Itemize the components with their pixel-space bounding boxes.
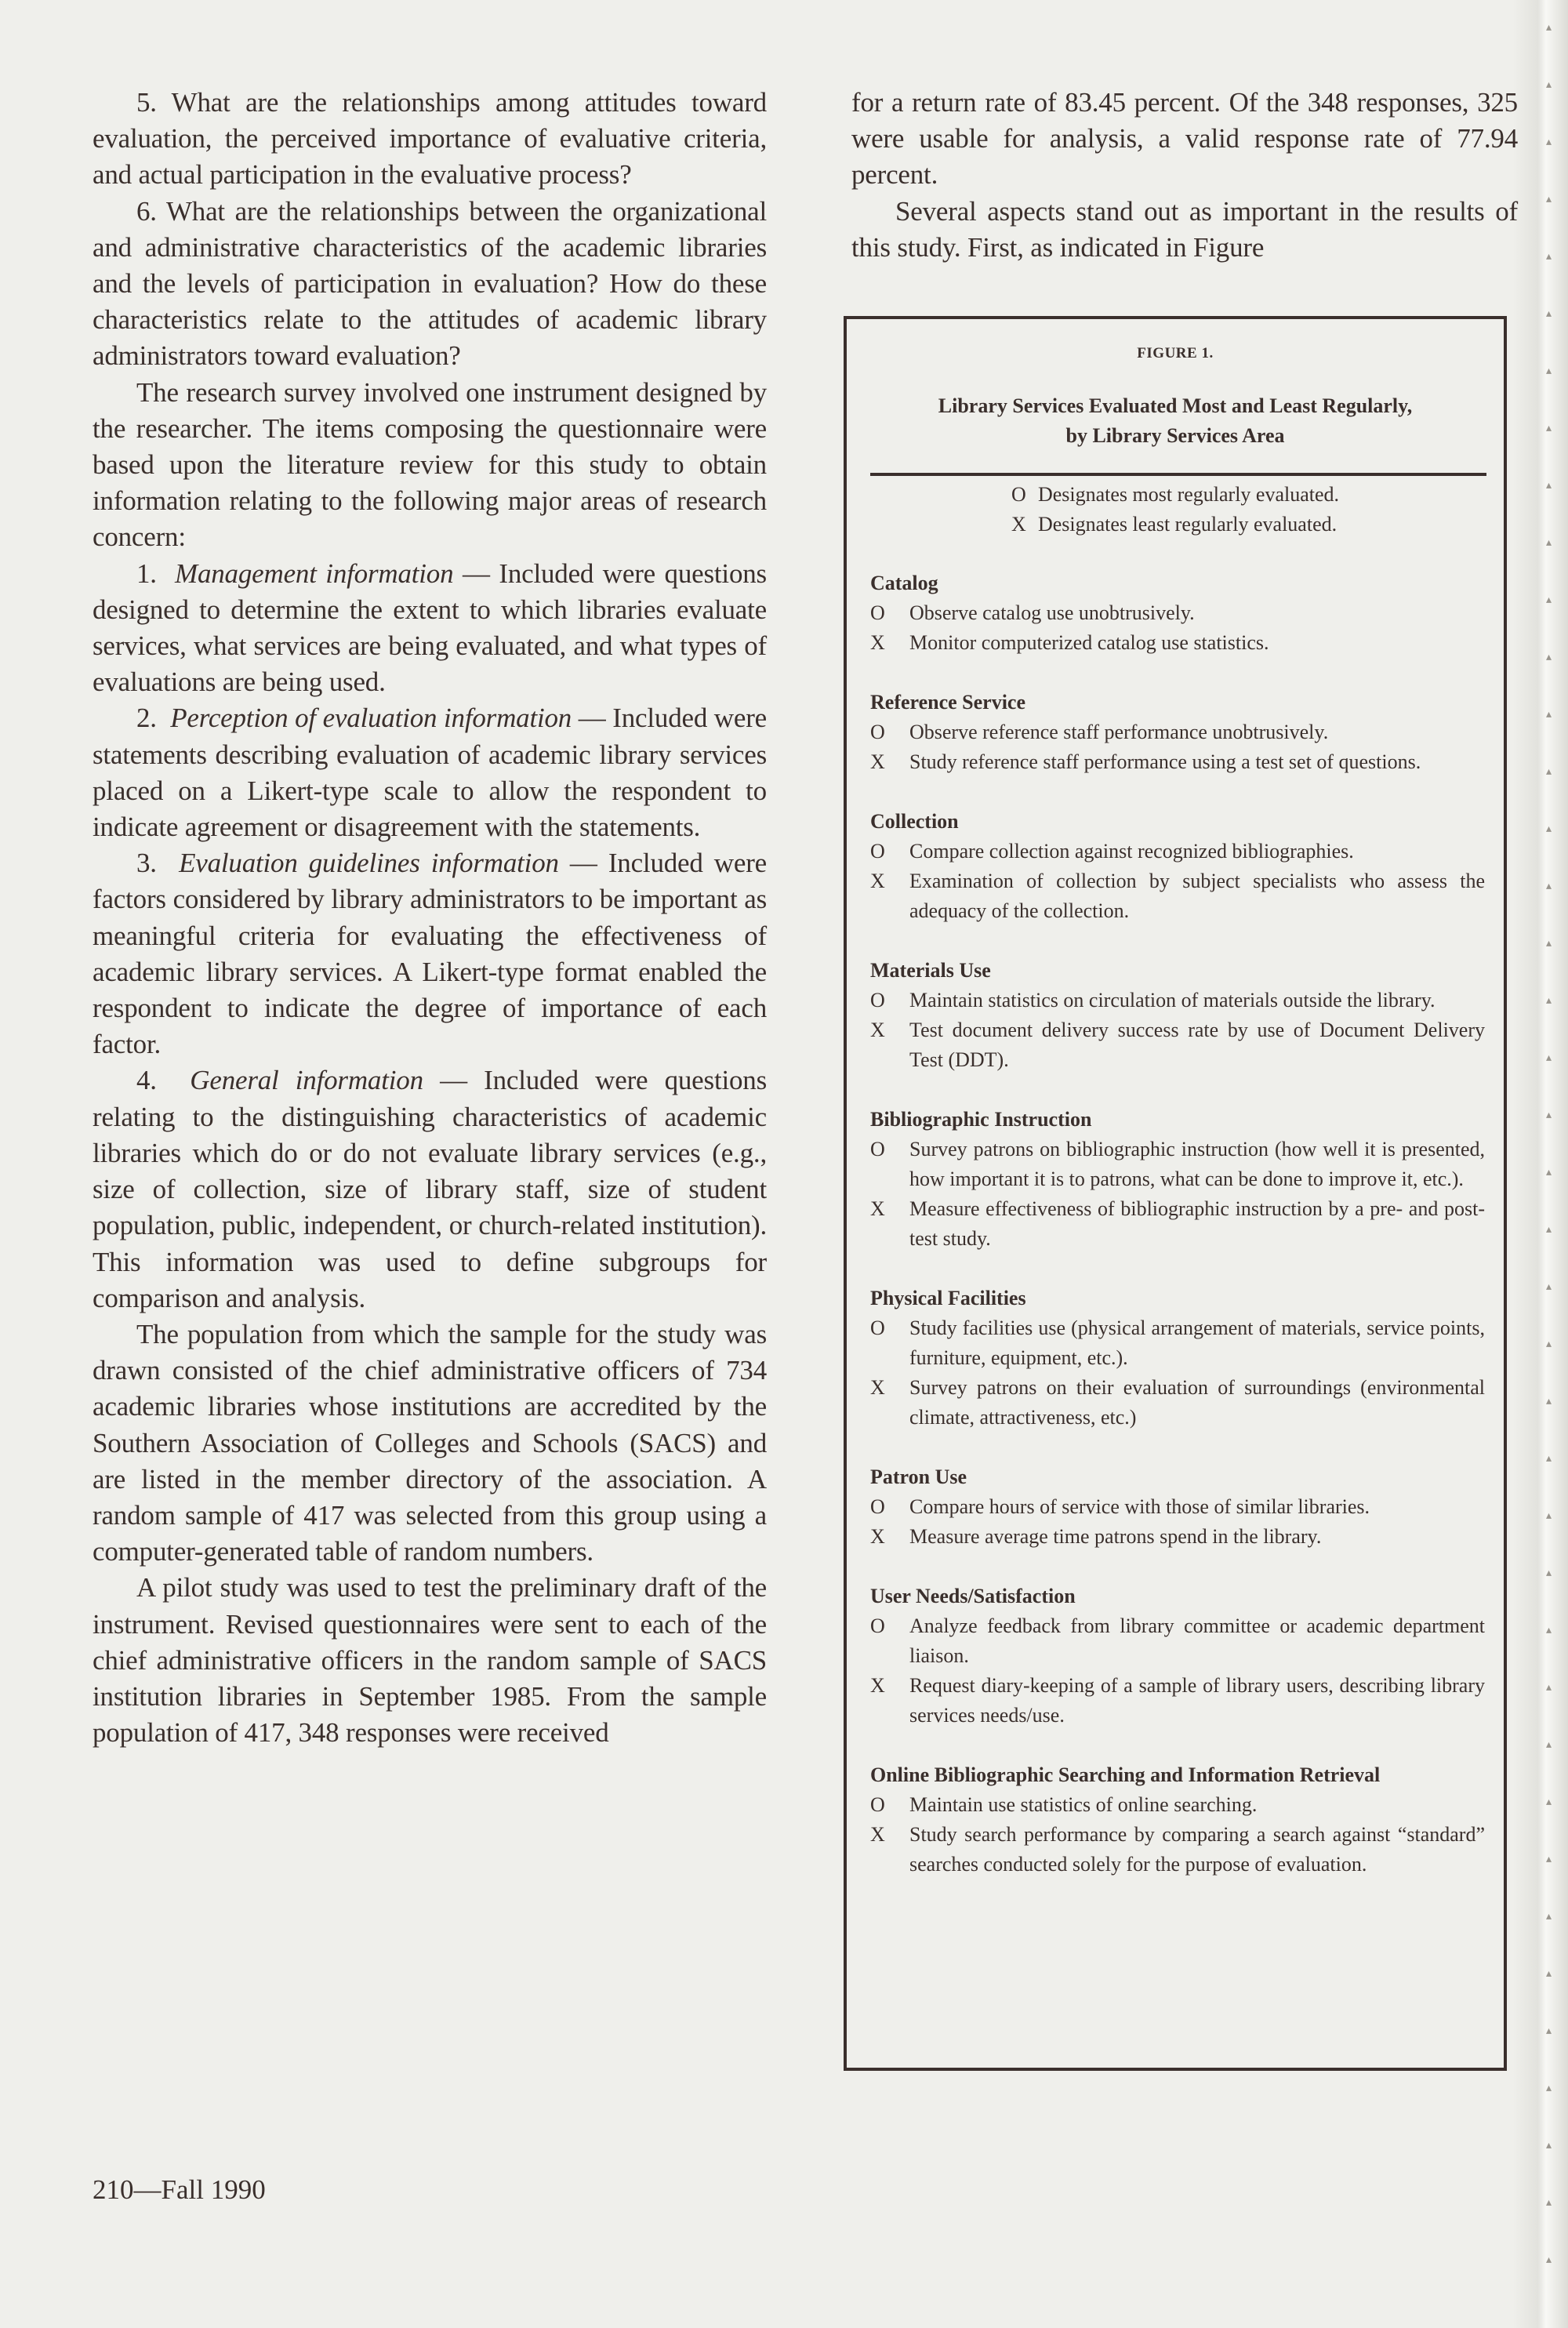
evaluation-method: Measure effectiveness of bibliographic instruction by a pre- and post-test study. [909,1197,1485,1250]
binding-stitch-mark: ▴ [1546,2254,1552,2266]
figure-divider [870,473,1486,476]
least-regular-item [870,1015,1485,1075]
figure-title-line: Library Services Evaluated Most and Least Regularly, [938,394,1413,417]
area-text: Included were statements describing evaluation of academic library services placed on a Likert-type scale to allow the respondent to indicate agreement or disagreement with the statements. [93,703,767,843]
binding-stitch-mark: ▴ [1546,479,1552,492]
binding-stitch-mark: ▴ [1546,1967,1552,1980]
area-number: 3. [136,848,157,879]
evaluation-symbol: X [870,1019,885,1041]
binding-stitch-mark: ▴ [1546,1738,1552,1751]
evaluation-method: Measure average time patrons spend in the library. [909,1525,1322,1548]
area-evaluation-guidelines [93,845,767,1062]
binding-stitch-mark: ▴ [1546,880,1552,892]
return-rate-paragraph: for a return rate of 83.45 percent. Of the 348 responses, 325 were usable for analysis, a valid response rate of 77.94 percent. [851,87,1518,191]
area-dash: — [440,1065,467,1096]
area-dash: — [569,848,597,879]
least-regular-item [870,1194,1485,1254]
evaluation-symbol: O [870,1138,885,1160]
evaluation-symbol: O [870,840,885,863]
evaluation-method: Compare collection against recognized bibliographies. [909,840,1354,863]
service-area-section [870,688,1485,777]
least-regular-symbol: X [1011,513,1026,536]
binding-stitch-mark: ▴ [1546,2196,1552,2209]
binding-stitch-mark: ▴ [1546,193,1552,205]
legend-item-least [1011,510,1339,539]
binding-stitch-mark: ▴ [1546,422,1552,434]
evaluation-method: Examination of collection by subject specialists who assess the adequacy of the collection. [909,870,1485,922]
binding-stitch-mark: ▴ [1546,1681,1552,1694]
service-area-section [870,807,1485,926]
binding-stitch-mark: ▴ [1546,2025,1552,2037]
area-title: General information [190,1065,423,1096]
evaluation-symbol: X [870,750,885,773]
evaluation-symbol: X [870,870,885,892]
legend-text: Designates least regularly evaluated. [1037,513,1338,536]
service-area-title: Physical Facilities [870,1287,1026,1309]
binding-stitch-mark: ▴ [1546,1223,1552,1236]
evaluation-method: Observe reference staff performance unobtrusively. [909,721,1329,743]
evaluation-method: Compare hours of service with those of similar libraries. [909,1495,1370,1518]
most-regular-item [870,1135,1485,1194]
binding-stitch-mark: ▴ [1546,1567,1552,1579]
binding-stitch-mark: ▴ [1546,594,1552,606]
research-question-5: 5. What are the relationships among attitudes toward evaluation, the perceived importance of evaluative criteria, and actual participation in the evaluative process? [93,87,767,191]
most-regular-item [870,1313,1485,1373]
most-regular-item [870,986,1485,1015]
binding-stitch-mark: ▴ [1546,1109,1552,1121]
least-regular-item [870,1671,1485,1731]
most-regular-item [870,837,1485,866]
evaluation-method: Maintain use statistics of online searching. [909,1793,1258,1816]
evaluation-method: Survey patrons on bibliographic instruction (how well it is presented, how important it is to patrons, what can be done to improve it, etc.). [909,1138,1485,1190]
evaluation-symbol: X [870,631,885,654]
evaluation-symbol: O [870,721,885,743]
service-area-title: Online Bibliographic Searching and Information Retrieval [870,1763,1381,1786]
least-regular-item [870,1820,1485,1879]
binding-stitch-mark: ▴ [1546,250,1552,263]
binding-stitch-mark: ▴ [1546,536,1552,549]
service-area-title: Patron Use [870,1465,967,1488]
evaluation-symbol: O [870,1614,885,1637]
binding-stitch-mark: ▴ [1546,1166,1552,1179]
evaluation-method: Request diary-keeping of a sample of library users, describing library services needs/use. [909,1674,1485,1727]
binding-stitch-mark: ▴ [1546,365,1552,377]
area-dash: — [462,557,490,589]
service-area-section [870,1760,1485,1879]
evaluation-symbol: O [870,601,885,624]
binding-stitch-mark: ▴ [1546,2139,1552,2152]
area-general-information [93,1062,767,1316]
least-regular-item [870,628,1485,658]
area-text: Included were questions relating to the distinguishing characteristics of academic libraries which do or do not evaluate library services (e.g., size of collection, size of library staff, size of student population, public, independent, or church-related institution). This information was used to define subgroups for comparison and analysis. [93,1065,768,1313]
binding-stitch-mark: ▴ [1546,307,1552,320]
service-area-title: Materials Use [870,959,991,982]
service-area-section [870,956,1485,1075]
page-footer: 210—Fall 1990 [93,2174,266,2205]
service-area-title: Catalog [870,572,938,594]
area-dash: — [578,703,606,734]
evaluation-method: Study search performance by comparing a search against “standard” searches conducted solely for the purpose of evaluation. [909,1823,1485,1876]
figure-1 [844,316,1507,2071]
binding-stitch-mark: ▴ [1546,651,1552,663]
service-area-list [870,568,1485,1909]
evaluation-symbol: X [870,1674,885,1697]
binding-stitch-mark: ▴ [1546,1395,1552,1407]
evaluation-method: Analyze feedback from library committee or academic department liaison. [909,1614,1485,1667]
evaluation-method: Monitor computerized catalog use statistics. [909,631,1269,654]
binding-stitch-mark: ▴ [1546,994,1552,1007]
most-regular-item [870,1611,1485,1671]
figure-title-line: by Library Services Area [1065,424,1285,447]
service-area-section [870,1582,1485,1731]
population-paragraph: The population from which the sample for the study was drawn consisted of the chief administrative officers of 734 academic libraries whose institutions are accredited by the Southern Association of Colleges and Schools (SACS) and are listed in the member directory of the association. A random sample of 417 was selected from this group using a computer-generated table of random numbers. [93,1318,767,1567]
page-binding-shadow [1513,0,1568,2328]
most-regular-item [870,598,1485,628]
binding-stitch-mark: ▴ [1546,1796,1552,1808]
legend-text: Designates most regularly evaluated. [1037,483,1340,506]
binding-stitch-mark: ▴ [1546,136,1552,148]
service-area-title: User Needs/Satisfaction [870,1585,1076,1607]
area-number: 2. [136,703,157,734]
binding-stitch-mark: ▴ [1546,1280,1552,1293]
least-regular-item [870,1373,1485,1433]
evaluation-symbol: X [870,1376,885,1399]
evaluation-symbol: O [870,989,885,1011]
most-regular-item [870,1492,1485,1522]
area-title: Perception of evaluation information [170,703,572,734]
service-area-title: Reference Service [870,691,1026,714]
left-column [93,85,767,1751]
evaluation-symbol: X [870,1197,885,1220]
most-regular-symbol: O [1011,483,1026,506]
least-regular-item [870,866,1485,926]
area-management-information [93,556,767,701]
right-column [851,85,1518,266]
research-question-6: 6. What are the relationships between the organizational and administrative characteristics of the academic libraries and the levels of participation in evaluation? How do these characteristics relate to the attitudes of academic library administrators toward evaluation? [93,195,767,372]
binding-stitch-mark: ▴ [1546,1338,1552,1350]
least-regular-item [870,1522,1485,1552]
most-regular-item [870,717,1485,747]
binding-stitch-mark: ▴ [1546,2082,1552,2094]
area-number: 1. [136,557,157,589]
area-title: Evaluation guidelines information [179,848,559,879]
service-area-title: Bibliographic Instruction [870,1108,1092,1131]
legend-item-most [1011,480,1339,510]
binding-stitch-mark: ▴ [1546,708,1552,721]
binding-stitch-mark: ▴ [1546,823,1552,835]
binding-stitch-mark: ▴ [1546,21,1552,34]
evaluation-symbol: O [870,1793,885,1816]
binding-stitch-mark: ▴ [1546,1051,1552,1064]
most-regular-item [870,1790,1485,1820]
binding-stitch-mark: ▴ [1546,1509,1552,1522]
least-regular-item [870,747,1485,777]
evaluation-symbol: O [870,1317,885,1339]
figure-legend [847,480,1504,539]
figure-title [862,391,1488,451]
service-area-section [870,1284,1485,1433]
figure-label: FIGURE 1. [1137,345,1214,361]
binding-stitch-mark: ▴ [1546,1624,1552,1636]
aspects-paragraph: Several aspects stand out as important in the results of this study. First, as indicated in Figure [851,195,1518,263]
binding-stitch-mark: ▴ [1546,765,1552,778]
evaluation-method: Test document delivery success rate by use of Document Delivery Test (DDT). [909,1019,1485,1071]
area-title: Management information [175,557,454,589]
service-area-section [870,1462,1485,1552]
evaluation-symbol: O [870,1495,885,1518]
area-perception-of-evaluation [93,700,767,845]
survey-paragraph: The research survey involved one instrument designed by the researcher. The items composing the questionnaire were based upon the literature review for this study to obtain information relating to the following major areas of research concern: [93,376,767,553]
area-text: Included were factors considered by library administrators to be important as meaningful criteria for evaluating the effectiveness of academic library services. A Likert-type format enabled the respondent to indicate the degree of importance of each factor. [93,848,767,1060]
area-text: Included were questions designed to determine the extent to which libraries evaluate services, what services are being evaluated, and what types of evaluations are being used. [93,557,767,698]
binding-stitch-mark: ▴ [1546,1910,1552,1923]
binding-stitch-mark: ▴ [1546,78,1552,91]
service-area-title: Collection [870,810,959,833]
service-area-section [870,568,1485,658]
evaluation-symbol: X [870,1823,885,1846]
binding-stitch-mark: ▴ [1546,1452,1552,1465]
evaluation-method: Survey patrons on their evaluation of surroundings (environmental climate, attractiveness, etc.) [909,1376,1485,1429]
evaluation-method: Observe catalog use unobtrusively. [909,601,1195,624]
evaluation-symbol: X [870,1525,885,1548]
pilot-study-paragraph: A pilot study was used to test the preliminary draft of the instrument. Revised questionnaires were sent to each of the chief administrative officers in the random sample of SACS institution libraries in September 1985. From the sample population of 417, 348 responses were received [93,1572,767,1749]
evaluation-method: Study reference staff performance using a test set of questions. [909,750,1421,773]
evaluation-method: Maintain statistics on circulation of materials outside the library. [909,989,1436,1011]
evaluation-method: Study facilities use (physical arrangement of materials, service points, furniture, equipment, etc.). [909,1317,1485,1369]
binding-stitch-mark: ▴ [1546,1853,1552,1865]
binding-stitch-mark: ▴ [1546,937,1552,950]
service-area-section [870,1105,1485,1254]
area-number: 4. [136,1065,157,1096]
